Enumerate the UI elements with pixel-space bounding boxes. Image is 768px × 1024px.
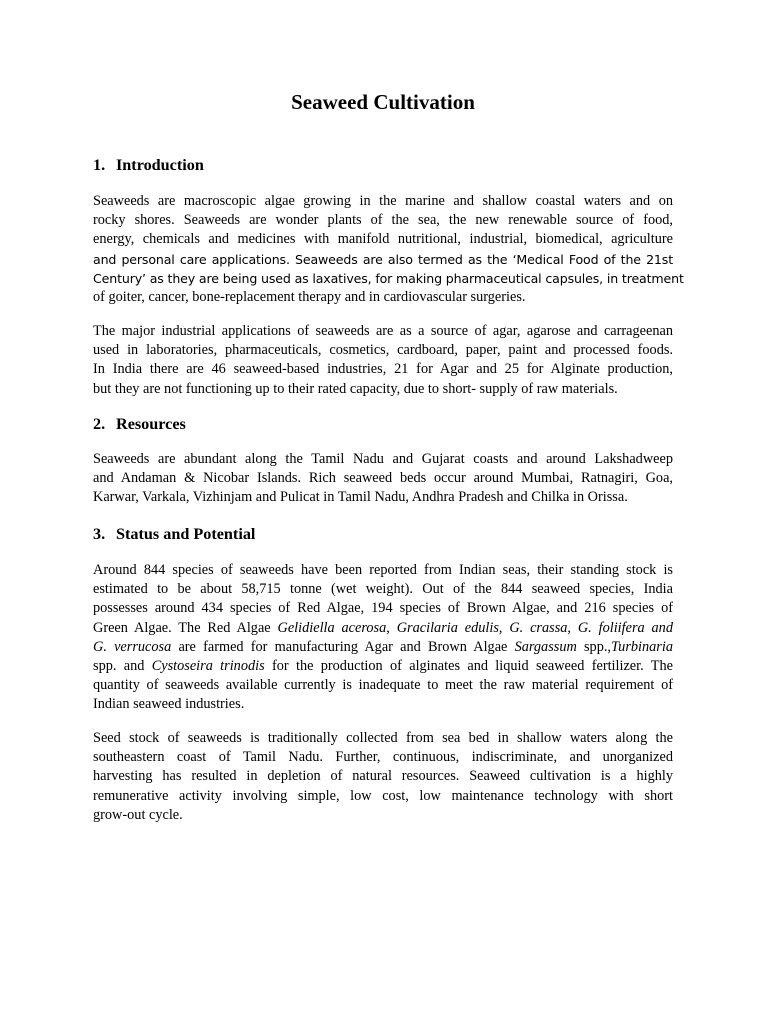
text-line: Seed stock of seaweeds is traditionally collected from sea bed in shallow waters along the bbox=[93, 730, 673, 746]
text-run: , bbox=[386, 619, 397, 636]
section-number: 2. bbox=[93, 415, 106, 433]
section-number: 3. bbox=[93, 525, 106, 543]
species-name: Sargassum bbox=[514, 638, 577, 655]
text-line: used in laboratories, pharmaceuticals, cosmetics, cardboard, paper, paint and processed foods. bbox=[93, 342, 673, 359]
species-name: Turbinaria bbox=[611, 638, 673, 655]
text-line: The major industrial applications of seaweeds are as a source of agar, agarose and carrageenan bbox=[93, 323, 673, 339]
text-line: southeastern coast of Tamil Nadu. Further, continuous, indiscriminate, and unorganized bbox=[93, 749, 673, 766]
text-line: grow-out cycle. bbox=[93, 806, 183, 823]
text-line bbox=[93, 638, 673, 657]
species-name: Gracilaria edulis, G. crassa, G. foliifera and bbox=[396, 619, 673, 636]
section-heading-resources bbox=[93, 414, 186, 434]
section-heading-status-potential bbox=[93, 524, 255, 544]
text-run: Green Algae. The Red Algae bbox=[93, 619, 278, 636]
text-line: quantity of seaweeds available currently is inadequate to meet the raw material requirement of bbox=[93, 677, 673, 694]
text-run: spp., bbox=[576, 638, 612, 655]
text-line: possesses around 434 species of Red Algae, 194 species of Brown Algae, and 216 species of bbox=[93, 600, 673, 617]
section-title: Introduction bbox=[116, 156, 204, 174]
text-line: of goiter, cancer, bone-replacement therapy and in cardiovascular surgeries. bbox=[93, 289, 526, 306]
text-line: remunerative activity involving simple, low cost, low maintenance technology with short bbox=[93, 787, 673, 804]
text-line: and Andaman & Nicobar Islands. Rich seaweed beds occur around Mumbai, Ratnagiri, Goa, bbox=[93, 470, 673, 487]
text-line: energy, chemicals and medicines with manifold nutritional, industrial, biomedical, agriculture bbox=[93, 231, 673, 248]
text-line: Seaweeds are abundant along the Tamil Nadu and Gujarat coasts and around Lakshadweep bbox=[93, 451, 673, 467]
text-line: Indian seaweed industries. bbox=[93, 696, 245, 713]
text-line bbox=[93, 657, 673, 676]
paragraph-intro-1 bbox=[93, 192, 684, 307]
text-line bbox=[93, 619, 673, 638]
section-title: Resources bbox=[116, 415, 186, 433]
paragraph-status-1 bbox=[93, 561, 673, 715]
paragraph-status-2 bbox=[93, 729, 673, 825]
text-line: Karwar, Varkala, Vizhinjam and Pulicat in Tamil Nadu, Andhra Pradesh and Chilka in Orissa. bbox=[93, 489, 628, 506]
text-line: harvesting has resulted in depletion of natural resources. Seaweed cultivation is a highly bbox=[93, 768, 673, 785]
species-name: Gelidiella acerosa bbox=[277, 619, 387, 636]
paragraph-intro-2 bbox=[93, 322, 673, 399]
text-run: for the production of alginates and liquid seaweed fertilizer. The bbox=[264, 658, 673, 675]
text-line: estimated to be about 58,715 tonne (wet weight). Out of the 844 seaweed species, India bbox=[93, 581, 673, 598]
text-line: Seaweeds are macroscopic algae growing in the marine and shallow coastal waters and on bbox=[93, 193, 673, 209]
section-heading-introduction bbox=[93, 155, 204, 175]
document-title: Seaweed Cultivation bbox=[291, 90, 475, 114]
section-number: 1. bbox=[93, 156, 106, 174]
text-run: spp. and bbox=[93, 658, 152, 675]
text-run: are farmed for manufacturing Agar and Brown Algae bbox=[171, 638, 515, 655]
text-line: In India there are 46 seaweed-based industries, 21 for Agar and 25 for Alginate production, bbox=[93, 361, 673, 378]
text-line: Century’ as they are being used as laxatives, for making pharmaceutical capsules, in treatment bbox=[93, 270, 684, 286]
paragraph-resources bbox=[93, 450, 673, 508]
text-line: Around 844 species of seaweeds have been reported from Indian seas, their standing stock is bbox=[93, 562, 673, 578]
text-line: but they are not functioning up to their rated capacity, due to short- supply of raw materials. bbox=[93, 380, 618, 397]
section-title: Status and Potential bbox=[116, 525, 256, 543]
species-name: Cystoseira trinodis bbox=[151, 658, 265, 675]
text-line: and personal care applications. Seaweeds are also termed as the ‘Medical Food of the 21st bbox=[93, 251, 673, 267]
species-name: G. verrucosa bbox=[93, 638, 172, 655]
text-line: rocky shores. Seaweeds are wonder plants of the sea, the new renewable source of food, bbox=[93, 212, 673, 229]
